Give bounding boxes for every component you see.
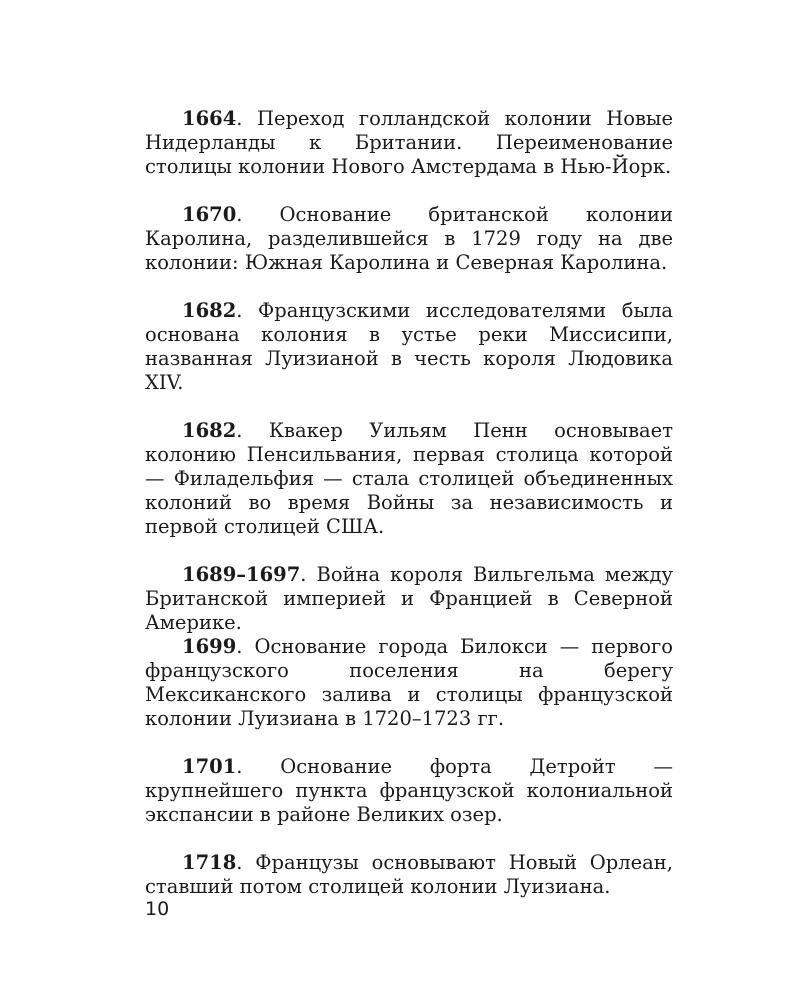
chronology-entry-1718 [145, 851, 673, 899]
chronology-entry-1701 [145, 755, 673, 827]
chronology-entry-1682-pennsylvania [145, 419, 673, 539]
chronology-text [145, 107, 673, 899]
entry-year: 1682 [182, 419, 237, 442]
entry-text: . Французы основывают Новый Орлеан, ставший потом столицей колонии Луизиана. [145, 851, 673, 898]
entry-year: 1718 [182, 851, 237, 874]
entry-year: 1701 [182, 755, 237, 778]
chronology-entry-1670 [145, 203, 673, 275]
entry-text: . Война короля Вильгельма между Британской империей и Францией в Северной Америке. [145, 563, 673, 634]
entry-year: 1664 [182, 107, 237, 130]
entry-year: 1670 [182, 203, 237, 226]
entry-text: . Квакер Уильям Пенн основывает колонию Пенсильвания, первая столица которой — Филадельфия — стала столицей объединенных колоний во время Войны за независимость и первой столицей США. [145, 419, 673, 538]
entry-year: 1699 [182, 635, 237, 658]
page-number: 10 [145, 898, 170, 920]
entry-text: . Французскими исследователями была основана колония в устье реки Миссисипи, названная Луизианой в честь короля Людовика XIV. [145, 299, 673, 394]
entry-text: . Основание форта Детройт — крупнейшего пункта французской колониальной экспансии в районе Великих озер. [145, 755, 673, 826]
chronology-entry-1699 [145, 635, 673, 731]
entry-text: . Переход голландской колонии Новые Нидерланды к Британии. Переименование столицы колонии Нового Амстердама в Нью-Йорк. [145, 107, 673, 178]
chronology-entry-1664 [145, 107, 673, 179]
entry-year: 1682 [182, 299, 237, 322]
chronology-entry-1682-louisiana [145, 299, 673, 395]
entry-text: . Основание британской колонии Каролина, разделившейся в 1729 году на две колонии: Южная Каролина и Северная Каролина. [145, 203, 673, 274]
chronology-entry-1689-1697 [145, 563, 673, 635]
entry-text: . Основание города Билокси — первого французского поселения на берегу Мексиканского залива и столицы французской колонии Луизиана в 1720–1723 гг. [145, 635, 673, 730]
entry-year: 1689–1697 [182, 563, 301, 586]
